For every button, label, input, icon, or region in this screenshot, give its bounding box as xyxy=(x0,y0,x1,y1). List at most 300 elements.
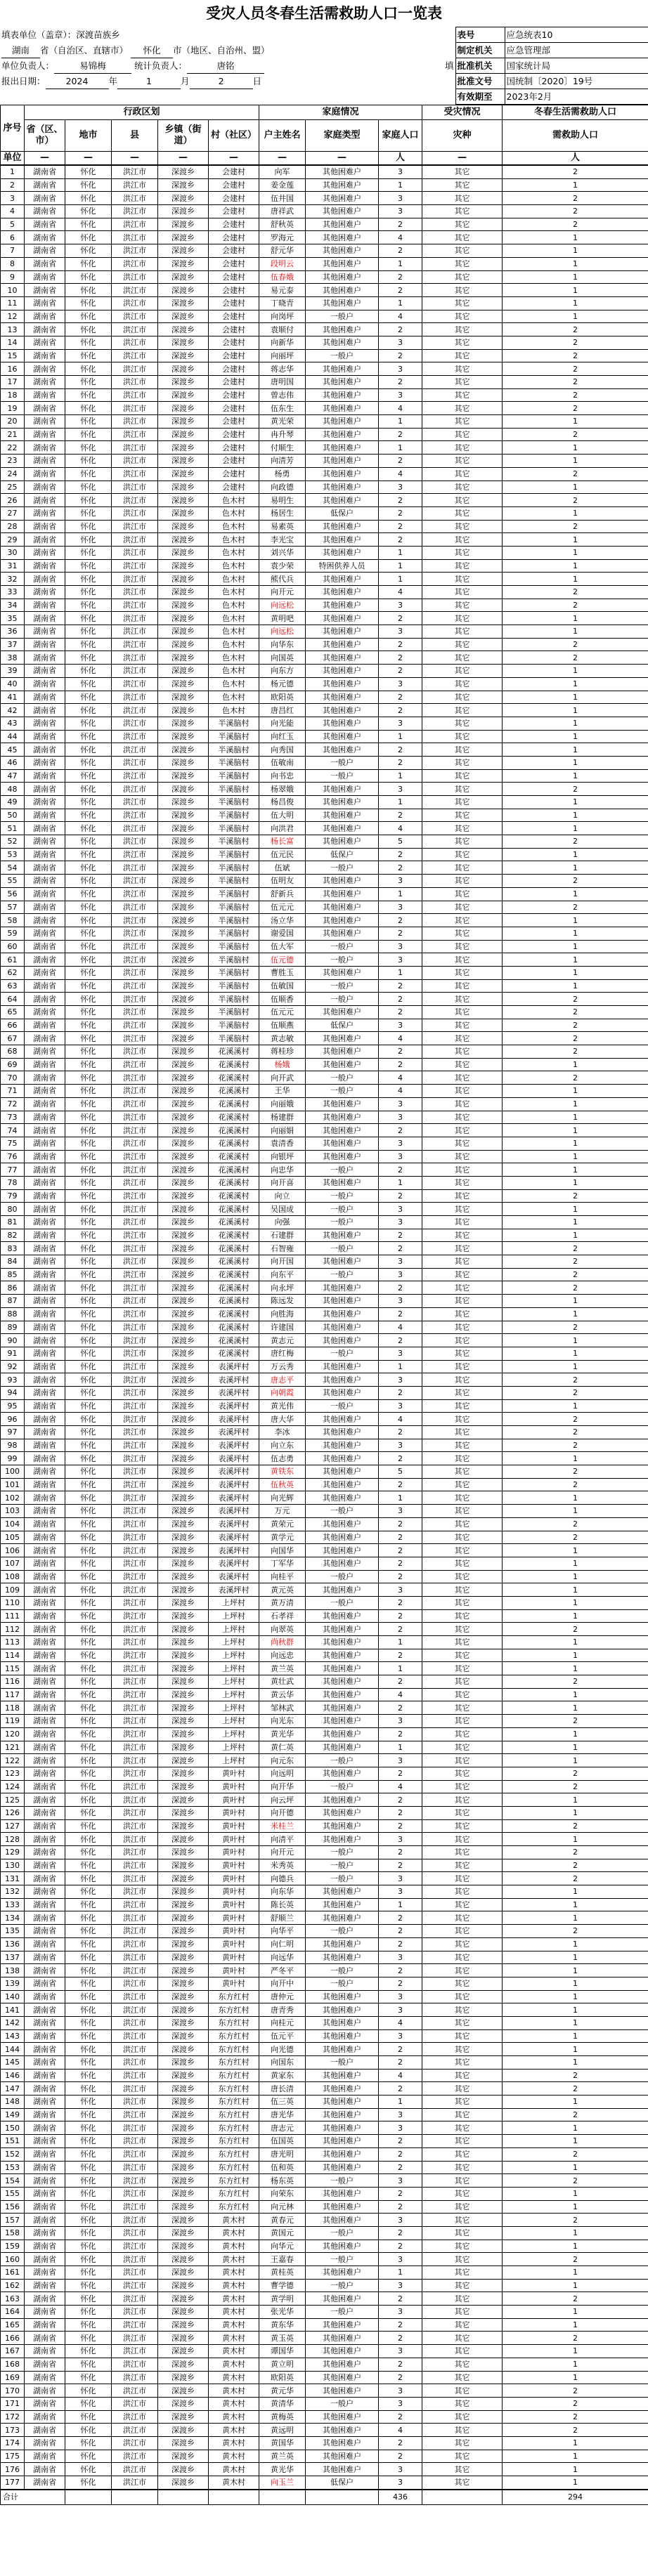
county-cell: 洪江市 xyxy=(112,257,158,270)
county-cell: 洪江市 xyxy=(112,993,158,1006)
seq-cell: 119 xyxy=(1,1715,25,1728)
county-cell: 洪江市 xyxy=(112,1307,158,1321)
family-type-cell: 其他困难户 xyxy=(306,887,379,901)
disaster-type-cell: 其它 xyxy=(422,927,503,940)
need-cell: 1 xyxy=(503,1111,648,1124)
family-size-cell: 3 xyxy=(379,2279,422,2292)
family-size-cell: 2 xyxy=(379,1452,422,1465)
village-cell: 上坪村 xyxy=(209,1596,259,1609)
city-cell: 怀化 xyxy=(65,887,112,901)
town-cell: 深渡乡 xyxy=(158,691,209,704)
disaster-type-cell: 其它 xyxy=(422,2306,503,2319)
table-row xyxy=(1,2292,648,2306)
province-cell: 湖南省 xyxy=(25,2266,65,2280)
seq-cell: 34 xyxy=(1,599,25,612)
province-cell: 湖南省 xyxy=(25,1977,65,1990)
need-cell: 1 xyxy=(503,1951,648,1964)
need-cell: 1 xyxy=(503,480,648,494)
county-cell: 洪江市 xyxy=(112,586,158,599)
county-cell: 洪江市 xyxy=(112,1124,158,1137)
unit-dash: — xyxy=(422,152,503,165)
disaster-type-cell: 其它 xyxy=(422,428,503,441)
county-cell: 洪江市 xyxy=(112,2266,158,2280)
table-row xyxy=(1,1334,648,1347)
village-cell: 花溪溪村 xyxy=(209,1295,259,1308)
county-cell: 洪江市 xyxy=(112,573,158,586)
householder-cell: 黄志敏 xyxy=(259,1032,306,1045)
city-cell: 怀化 xyxy=(65,2397,112,2410)
province-cell: 湖南省 xyxy=(25,573,65,586)
village-cell: 色木村 xyxy=(209,651,259,665)
disaster-type-cell: 其它 xyxy=(422,1727,503,1741)
table-row xyxy=(1,1977,648,1990)
table-row xyxy=(1,2016,648,2029)
family-type-cell: 其他困难户 xyxy=(306,2147,379,2161)
town-cell: 深渡乡 xyxy=(158,1701,209,1715)
family-size-cell: 3 xyxy=(379,2174,422,2188)
householder-cell: 伍志勇 xyxy=(259,1452,306,1465)
seq-cell: 52 xyxy=(1,835,25,849)
table-row xyxy=(1,1846,648,1859)
householder-cell: 伍顺燕 xyxy=(259,1019,306,1032)
city-cell: 怀化 xyxy=(65,2384,112,2398)
village-cell: 东方红村 xyxy=(209,2056,259,2070)
need-cell: 2 xyxy=(503,402,648,415)
family-size-cell: 3 xyxy=(379,2214,422,2227)
county-cell: 洪江市 xyxy=(112,1439,158,1452)
county-cell: 洪江市 xyxy=(112,1347,158,1360)
town-cell: 深渡乡 xyxy=(158,2003,209,2017)
seq-cell: 43 xyxy=(1,717,25,730)
town-cell: 深渡乡 xyxy=(158,914,209,927)
county-cell: 洪江市 xyxy=(112,506,158,520)
province-cell: 湖南省 xyxy=(25,2135,65,2148)
family-size-cell: 2 xyxy=(379,979,422,993)
disaster-type-cell: 其它 xyxy=(422,1097,503,1111)
family-size-cell: 1 xyxy=(379,1741,422,1754)
householder-cell: 黄荣元 xyxy=(259,1517,306,1531)
table-row xyxy=(1,1898,648,1911)
need-cell: 1 xyxy=(503,1701,648,1715)
village-cell: 半溪脑村 xyxy=(209,927,259,940)
family-type-cell: 其他困难户 xyxy=(306,480,379,494)
province-cell: 湖南省 xyxy=(25,1793,65,1807)
town-cell: 深渡乡 xyxy=(158,2056,209,2070)
town-cell: 深渡乡 xyxy=(158,1189,209,1203)
need-cell: 1 xyxy=(503,2476,648,2490)
family-type-cell: 其他困难户 xyxy=(306,296,379,310)
householder-cell: 黄兰英 xyxy=(259,1662,306,1675)
total-row xyxy=(1,2490,648,2504)
table-row xyxy=(1,1491,648,1505)
table-row xyxy=(1,2082,648,2096)
table-row xyxy=(1,1715,648,1728)
table-row xyxy=(1,349,648,362)
header-family: 家庭情况 xyxy=(259,105,422,120)
village-cell: 东方红村 xyxy=(209,2187,259,2200)
disaster-type-cell: 其它 xyxy=(422,1478,503,1491)
householder-cell: 向华元 xyxy=(259,2240,306,2253)
need-cell: 1 xyxy=(503,1491,648,1505)
disaster-type-cell: 其它 xyxy=(422,966,503,979)
table-row xyxy=(1,1675,648,1689)
disaster-type-cell: 其它 xyxy=(422,861,503,875)
householder-cell: 陈长英 xyxy=(259,1898,306,1911)
table-row xyxy=(1,1373,648,1387)
village-cell: 色木村 xyxy=(209,599,259,612)
city-cell: 怀化 xyxy=(65,665,112,678)
family-size-cell: 3 xyxy=(379,783,422,796)
need-cell: 1 xyxy=(503,1885,648,1899)
family-size-cell: 2 xyxy=(379,1767,422,1780)
need-cell: 2 xyxy=(503,1255,648,1269)
family-size-cell: 2 xyxy=(379,1623,422,1636)
city-cell: 怀化 xyxy=(65,1623,112,1636)
city-cell: 怀化 xyxy=(65,2069,112,2082)
county-cell: 洪江市 xyxy=(112,927,158,940)
need-cell: 1 xyxy=(503,310,648,323)
family-size-cell: 2 xyxy=(379,1701,422,1715)
seq-cell: 49 xyxy=(1,796,25,809)
province-cell: 湖南省 xyxy=(25,875,65,888)
province-cell: 湖南省 xyxy=(25,506,65,520)
city-cell: 怀化 xyxy=(65,1898,112,1911)
seq-cell: 96 xyxy=(1,1413,25,1426)
town-cell: 深渡乡 xyxy=(158,1885,209,1899)
county-cell: 洪江市 xyxy=(112,756,158,769)
family-size-cell: 2 xyxy=(379,1544,422,1557)
seq-cell: 170 xyxy=(1,2384,25,2398)
table-row xyxy=(1,743,648,757)
city-cell: 怀化 xyxy=(65,1780,112,1793)
form-no-label: 表号 xyxy=(455,27,505,43)
need-cell: 1 xyxy=(503,1544,648,1557)
county-cell: 洪江市 xyxy=(112,979,158,993)
town-cell: 深渡乡 xyxy=(158,1557,209,1570)
disaster-type-cell: 其它 xyxy=(422,506,503,520)
city-cell: 怀化 xyxy=(65,1465,112,1479)
need-cell: 1 xyxy=(503,178,648,192)
family-size-cell: 3 xyxy=(379,192,422,205)
province-cell: 湖南省 xyxy=(25,2332,65,2345)
town-cell: 深渡乡 xyxy=(158,1859,209,1872)
city-cell: 怀化 xyxy=(65,1609,112,1623)
family-type-cell: 一般户 xyxy=(306,953,379,967)
family-type-cell: 其他困难户 xyxy=(306,2345,379,2358)
family-type-cell: 其他困难户 xyxy=(306,1623,379,1636)
table-row xyxy=(1,730,648,743)
disaster-type-cell: 其它 xyxy=(422,1819,503,1833)
city-cell: 怀化 xyxy=(65,520,112,533)
province-cell: 湖南省 xyxy=(25,2121,65,2135)
seq-cell: 142 xyxy=(1,2016,25,2029)
town-cell: 深渡乡 xyxy=(158,494,209,507)
householder-cell: 张光华 xyxy=(259,2306,306,2319)
seq-cell: 69 xyxy=(1,1058,25,1071)
village-cell: 花溪溪村 xyxy=(209,1111,259,1124)
city-cell: 怀化 xyxy=(65,1951,112,1964)
province-cell: 湖南省 xyxy=(25,1675,65,1689)
city-cell: 怀化 xyxy=(65,1859,112,1872)
family-size-cell: 2 xyxy=(379,1977,422,1990)
need-cell: 2 xyxy=(503,2108,648,2121)
town-cell: 深渡乡 xyxy=(158,1937,209,1951)
city-cell: 怀化 xyxy=(65,1806,112,1819)
family-size-cell: 4 xyxy=(379,1413,422,1426)
seq-cell: 80 xyxy=(1,1203,25,1216)
town-cell: 深渡乡 xyxy=(158,2187,209,2200)
disaster-type-cell: 其它 xyxy=(422,2384,503,2398)
table-row xyxy=(1,1885,648,1899)
family-size-cell: 2 xyxy=(379,1307,422,1321)
header-need-pop: 需救助人口 xyxy=(503,120,648,152)
family-type-cell: 其他困难户 xyxy=(306,1439,379,1452)
town-cell: 深渡乡 xyxy=(158,2371,209,2384)
table-row xyxy=(1,1426,648,1439)
family-type-cell: 其他困难户 xyxy=(306,2463,379,2476)
province-cell: 湖南省 xyxy=(25,1281,65,1295)
village-cell: 花溪溪村 xyxy=(209,1137,259,1150)
family-type-cell: 其他困难户 xyxy=(306,1675,379,1689)
householder-cell: 向丽坪 xyxy=(259,349,306,362)
need-cell: 1 xyxy=(503,1636,648,1649)
city-cell: 怀化 xyxy=(65,1517,112,1531)
family-size-cell: 2 xyxy=(379,1819,422,1833)
city-cell: 怀化 xyxy=(65,455,112,468)
town-cell: 深渡乡 xyxy=(158,388,209,402)
table-row xyxy=(1,2161,648,2174)
town-cell: 深渡乡 xyxy=(158,940,209,953)
need-cell: 1 xyxy=(503,270,648,284)
disaster-type-cell: 其它 xyxy=(422,1111,503,1124)
province-cell: 湖南省 xyxy=(25,914,65,927)
province-cell: 湖南省 xyxy=(25,467,65,480)
county-cell: 洪江市 xyxy=(112,349,158,362)
province-cell: 湖南省 xyxy=(25,1898,65,1911)
disaster-type-cell: 其它 xyxy=(422,1399,503,1413)
county-cell: 洪江市 xyxy=(112,441,158,455)
table-row xyxy=(1,1596,648,1609)
disaster-type-cell: 其它 xyxy=(422,1505,503,1518)
town-cell: 深渡乡 xyxy=(158,1688,209,1701)
province-cell: 湖南省 xyxy=(25,428,65,441)
householder-cell: 向远松 xyxy=(259,599,306,612)
householder-cell: 杨元德 xyxy=(259,677,306,691)
village-cell: 上坪村 xyxy=(209,1688,259,1701)
seq-cell: 64 xyxy=(1,993,25,1006)
province-cell: 湖南省 xyxy=(25,2174,65,2188)
city-cell: 怀化 xyxy=(65,1715,112,1728)
report-year: 2024 xyxy=(46,74,109,89)
seq-cell: 79 xyxy=(1,1189,25,1203)
city-cell: 怀化 xyxy=(65,1544,112,1557)
disaster-type-cell: 其它 xyxy=(422,1268,503,1281)
householder-cell: 黄东华 xyxy=(259,2318,306,2332)
province-cell: 湖南省 xyxy=(25,1964,65,1977)
county-cell: 洪江市 xyxy=(112,822,158,835)
householder-cell: 汤立华 xyxy=(259,914,306,927)
need-cell: 1 xyxy=(503,1097,648,1111)
report-date-label: 报出日期： xyxy=(1,75,46,86)
householder-cell: 伍元德 xyxy=(259,953,306,967)
table-row xyxy=(1,2424,648,2437)
town-cell: 深渡乡 xyxy=(158,1399,209,1413)
province-cell: 湖南省 xyxy=(25,1137,65,1150)
city-cell: 怀化 xyxy=(65,244,112,258)
table-row xyxy=(1,2476,648,2490)
family-type-cell: 其他困难户 xyxy=(306,625,379,639)
family-size-cell: 4 xyxy=(379,586,422,599)
table-row xyxy=(1,2384,648,2398)
table-row xyxy=(1,1951,648,1964)
family-type-cell: 其他困难户 xyxy=(306,717,379,730)
family-type-cell: 其他困难户 xyxy=(306,1491,379,1505)
householder-cell: 黄桂英 xyxy=(259,2266,306,2280)
seq-cell: 151 xyxy=(1,2135,25,2148)
town-cell: 深渡乡 xyxy=(158,2174,209,2188)
city-cell: 怀化 xyxy=(65,1675,112,1689)
family-size-cell: 3 xyxy=(379,2003,422,2017)
village-cell: 半溪脑村 xyxy=(209,730,259,743)
city-cell: 怀化 xyxy=(65,1242,112,1255)
seq-cell: 12 xyxy=(1,310,25,323)
need-cell: 2 xyxy=(503,783,648,796)
village-cell: 表溪坪村 xyxy=(209,1439,259,1452)
table-row xyxy=(1,1006,648,1019)
province-cell: 湖南省 xyxy=(25,2043,65,2056)
family-type-cell: 其他困难户 xyxy=(306,2214,379,2227)
family-type-cell: 其他困难户 xyxy=(306,1937,379,1951)
need-cell: 1 xyxy=(503,625,648,639)
seq-cell: 106 xyxy=(1,1544,25,1557)
province-cell: 湖南省 xyxy=(25,1386,65,1399)
family-size-cell: 4 xyxy=(379,1780,422,1793)
seq-cell: 166 xyxy=(1,2332,25,2345)
householder-cell: 向国华 xyxy=(259,1544,306,1557)
seq-cell: 134 xyxy=(1,1911,25,1925)
disaster-type-cell: 其它 xyxy=(422,704,503,717)
disaster-type-cell: 其它 xyxy=(422,848,503,861)
province-cell: 湖南省 xyxy=(25,2358,65,2371)
need-cell: 1 xyxy=(503,717,648,730)
householder-cell: 伍东生 xyxy=(259,402,306,415)
province-cell: 湖南省 xyxy=(25,730,65,743)
seq-cell: 143 xyxy=(1,2029,25,2043)
town-cell: 深渡乡 xyxy=(158,1373,209,1387)
seq-cell: 14 xyxy=(1,336,25,349)
city-cell: 怀化 xyxy=(65,1977,112,1990)
disaster-type-cell: 其它 xyxy=(422,1203,503,1216)
householder-cell: 伍三英 xyxy=(259,2096,306,2109)
need-cell: 1 xyxy=(503,1583,648,1597)
need-cell: 1 xyxy=(503,1806,648,1819)
town-cell: 深渡乡 xyxy=(158,1925,209,1938)
town-cell: 深渡乡 xyxy=(158,1097,209,1111)
family-type-cell: 一般户 xyxy=(306,349,379,362)
city-cell: 怀化 xyxy=(65,1137,112,1150)
province-cell: 湖南省 xyxy=(25,1623,65,1636)
table-row xyxy=(1,1727,648,1741)
disaster-type-cell: 其它 xyxy=(422,336,503,349)
county-cell: 洪江市 xyxy=(112,1189,158,1203)
family-type-cell: 其他困难户 xyxy=(306,704,379,717)
table-row xyxy=(1,638,648,651)
table-row xyxy=(1,270,648,284)
family-type-cell: 其他困难户 xyxy=(306,402,379,415)
village-cell: 黄木村 xyxy=(209,2358,259,2371)
table-row xyxy=(1,1071,648,1085)
family-type-cell: 一般户 xyxy=(306,1570,379,1583)
need-cell: 2 xyxy=(503,1426,648,1439)
householder-cell: 向桂平 xyxy=(259,1570,306,1583)
province-cell: 湖南省 xyxy=(25,586,65,599)
unit-dash: — xyxy=(112,152,158,165)
seq-cell: 167 xyxy=(1,2345,25,2358)
town-cell: 深渡乡 xyxy=(158,506,209,520)
seq-cell: 27 xyxy=(1,506,25,520)
family-size-cell: 3 xyxy=(379,1754,422,1767)
householder-cell: 黄国华 xyxy=(259,2436,306,2450)
city-cell: 怀化 xyxy=(65,586,112,599)
province-cell: 湖南省 xyxy=(25,2279,65,2292)
province-cell: 湖南省 xyxy=(25,2253,65,2266)
village-cell: 会建村 xyxy=(209,428,259,441)
need-cell: 1 xyxy=(503,1124,648,1137)
town-cell: 深渡乡 xyxy=(158,1649,209,1662)
unit-person: 人 xyxy=(379,152,422,165)
householder-cell: 唐明国 xyxy=(259,376,306,389)
need-cell: 2 xyxy=(503,1321,648,1334)
disaster-type-cell: 其它 xyxy=(422,270,503,284)
seq-cell: 6 xyxy=(1,231,25,244)
disaster-type-cell: 其它 xyxy=(422,691,503,704)
seq-cell: 129 xyxy=(1,1846,25,1859)
province-cell: 湖南省 xyxy=(25,2240,65,2253)
householder-cell: 伍顺香 xyxy=(259,993,306,1006)
householder-cell: 欧阳英 xyxy=(259,691,306,704)
city-cell: 怀化 xyxy=(65,914,112,927)
disaster-type-cell: 其它 xyxy=(422,1741,503,1754)
village-cell: 表溪坪村 xyxy=(209,1544,259,1557)
county-cell: 洪江市 xyxy=(112,1570,158,1583)
disaster-type-cell: 其它 xyxy=(422,1833,503,1846)
seq-cell: 145 xyxy=(1,2056,25,2070)
province-cell: 湖南省 xyxy=(25,901,65,914)
maker-label: 制定机关 xyxy=(455,43,505,58)
disaster-type-cell: 其它 xyxy=(422,1334,503,1347)
city-cell: 怀化 xyxy=(65,901,112,914)
family-type-cell: 其他困难户 xyxy=(306,1281,379,1295)
county-cell: 洪江市 xyxy=(112,1583,158,1597)
village-cell: 半溪脑村 xyxy=(209,796,259,809)
table-row xyxy=(1,467,648,480)
village-cell: 黄木村 xyxy=(209,2318,259,2332)
province-cell: 湖南省 xyxy=(25,2424,65,2437)
city-cell: 怀化 xyxy=(65,717,112,730)
family-size-cell: 3 xyxy=(379,2384,422,2398)
seq-cell: 150 xyxy=(1,2121,25,2135)
seq-cell: 9 xyxy=(1,270,25,284)
family-size-cell: 2 xyxy=(379,809,422,822)
table-row xyxy=(1,362,648,376)
town-cell: 深渡乡 xyxy=(158,1111,209,1124)
seq-cell: 7 xyxy=(1,244,25,258)
city-cell: 怀化 xyxy=(65,1793,112,1807)
family-size-cell: 2 xyxy=(379,2226,422,2240)
unit-dash: — xyxy=(158,152,209,165)
county-cell: 洪江市 xyxy=(112,2463,158,2476)
town-cell: 深渡乡 xyxy=(158,2384,209,2398)
